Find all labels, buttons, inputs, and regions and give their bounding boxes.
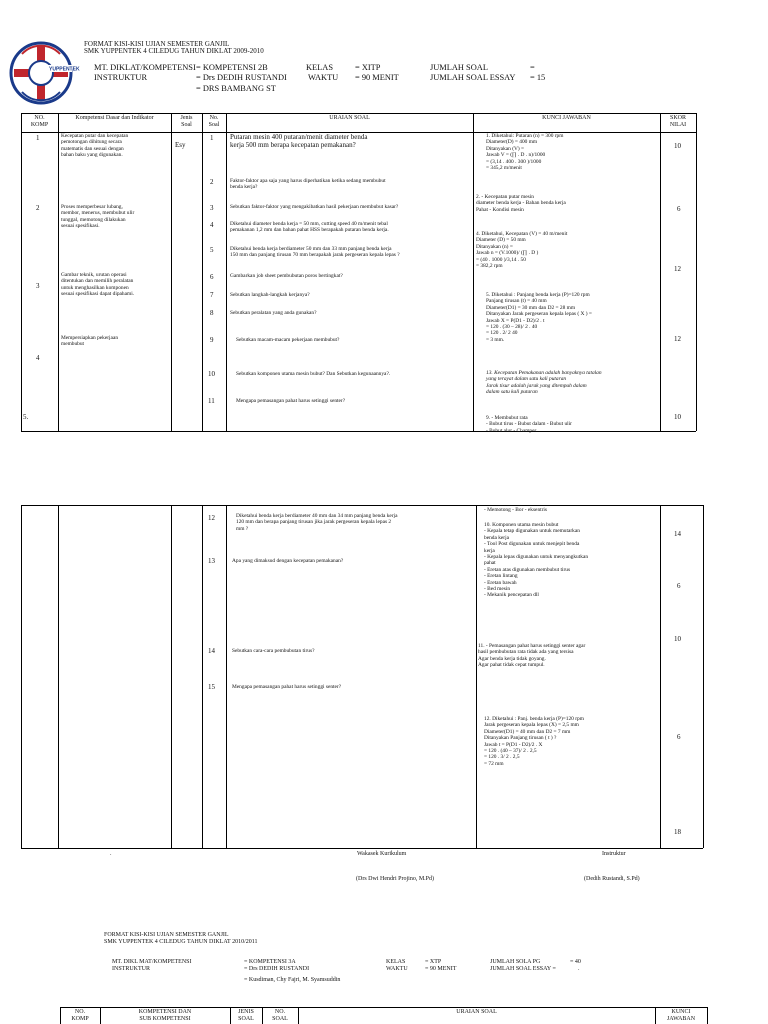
soal-5: Diketahui benda kerja berdiameter 50 mm dan 33 mm panjang benda kerja 150 mm dan panjang tirusan 70 mm berapakah jarak pergeseran kepala lepas ? <box>230 246 400 259</box>
komp-no-4: 4 <box>36 354 40 362</box>
soal-no-15: 15 <box>208 683 215 691</box>
school-title-2: SMK YUPPENTEK 4 CILEDUG TAHUN DIKLAT 2010/2011 <box>104 939 258 945</box>
kompetensi-1: Kecepatan putar dan kecepatan pemotongan dihitung secara matematis dan sesuai dengan bahan baku yang digunakan. <box>61 133 129 159</box>
instructor-label: INSTRUKTUR <box>94 73 148 82</box>
soal-2: Faktor-faktor apa saja yang harus diperhatikan ketika sedang membubut benda kerja? <box>230 178 386 191</box>
subject-label: MT. DIKLAT/KOMPETENSI <box>94 63 196 72</box>
soal-no-9: 9 <box>210 336 214 344</box>
instructor-label-2: INSTRUKTUR <box>112 966 151 972</box>
col-no-komp: NO. KOMP <box>30 115 49 128</box>
soal-no-11: 11 <box>208 397 215 405</box>
instruktur-title: Instruktur <box>602 851 626 857</box>
kunci-1: 1. Diketahui: Putaran (n) = 300 rpm Diameter(D) = 400 mm Ditanyakan (V) = Jawab V = (∏ . D . n)/1000 = (3,14 . 400 . 300 )/1000 = 345,2 m/menit <box>486 133 564 172</box>
soal-10: Sebutkan komponen utama mesin bubut? Dan Sebutkan kegunaannya?. <box>236 371 391 377</box>
komp-no-1: 1 <box>36 134 40 142</box>
soal-7: Sebutkan langkah-langkah kerjanya? <box>230 292 310 298</box>
skor-9: 6 <box>677 733 681 741</box>
col-skor: SKOR NILAI <box>669 115 687 128</box>
skor-6: 14 <box>674 530 681 538</box>
skor-2: 6 <box>677 205 681 213</box>
skor-7: 6 <box>677 582 681 590</box>
wakasek-name: (Drs Dwi Hendri Projino, M.Pd) <box>356 876 434 882</box>
essay-count-value-2: . <box>578 966 580 972</box>
school-title: SMK YUPPENTEK 4 CILEDUG TAHUN DIKLAT 2009-2010 <box>84 47 264 55</box>
p3-col-no: NO. KOMP <box>71 1009 89 1022</box>
kompetensi-4: Mempersiapkan pekerjaan membubut <box>61 335 119 348</box>
school-logo <box>8 40 80 106</box>
wakasek-title: Wakasek Kurikulum <box>357 851 407 857</box>
kunci-top: - Memotong - Bor - eksentris <box>484 507 548 513</box>
time-value-2: = 90 MENIT <box>425 966 457 972</box>
soal-3: Sebutkan faktor-faktor yang mengakibatkan hasil pekerjaan membubut kasar? <box>230 204 399 210</box>
logo-text: YUPPENTEK <box>49 66 80 73</box>
essay-count-label-2: JUMLAH SOAL ESSAY = <box>490 966 556 972</box>
soal-13: Apa yang dimaksud dengan kecepatan pemakanan? <box>232 558 344 564</box>
skor-8: 10 <box>674 635 681 643</box>
time-label-2: WAKTU <box>386 966 408 972</box>
subject-label-2: MT. DIKL MAT/KOMPETENSI <box>112 959 192 965</box>
p3-col-kunci: KUNCI JAWABAN <box>666 1009 696 1022</box>
soal-no-10: 10 <box>208 370 215 378</box>
soal-11: Mengapa pemasangan pahat harus setinggi senter? <box>236 398 346 404</box>
soal-no-1: 1 <box>210 134 214 142</box>
kunci-9: 9. - Membubut rata - Bubut tirus - Bubut dalam - Bubut ulir - Bubut alur - Champer <box>486 415 572 434</box>
question-count-label: JUMLAH SOAL <box>430 63 488 72</box>
subject-value: = KOMPETENSI 2B <box>196 63 268 72</box>
class-label-2: KELAS <box>386 959 406 965</box>
soal-1: Putaran mesin 400 putaran/menit diameter benda kerja 500 mm berapa kecepatan pemakanan? <box>230 133 368 149</box>
skor-4: 12 <box>674 335 681 343</box>
soal-14: Sebutkan cara-cara pembubutan tirus? <box>232 648 315 654</box>
soal-8: Sebutkan peralatan yang anda gunakan? <box>230 310 317 316</box>
komp-no-3: 3 <box>36 282 40 290</box>
soal-no-4: 4 <box>210 221 214 229</box>
jenis-soal: Esy <box>175 141 186 149</box>
soal-6: Gambarkan job sheet pembubutan poros bertingkat? <box>230 273 343 279</box>
col-kompetensi: Kompetensi Dasar dan Indikator <box>75 115 154 121</box>
kunci-11: 11. - Pemasangan pahat harus setinggi senter agar hasil pembubutan rata tidak ada yang tersisa Agar benda kerja tidak goyang. Agar pahat tidak cepat tumpul. <box>478 643 586 669</box>
time-value: = 90 MENIT <box>355 73 399 82</box>
instructor-value-2: = Drs DEDIH RUSTANDI <box>244 966 310 972</box>
soal-no-8: 8 <box>210 309 214 317</box>
pg-count-value: = 40 <box>570 959 581 965</box>
class-value: = XITP <box>355 63 381 72</box>
question-count-value: = <box>530 63 535 72</box>
soal-no-5: 5 <box>210 246 214 254</box>
col-kunci: KUNCI JAWABAN <box>542 115 591 121</box>
p3-col-no-soal: NO. SOAL <box>272 1009 288 1022</box>
soal-no-12: 12 <box>208 514 215 522</box>
kunci-2: 2. - Kecepatan putar mesin diameter benda kerja - Bahan benda kerja Pahat - Kondisi mesin <box>476 194 566 213</box>
col-no-soal: No. Soal <box>208 115 220 128</box>
skor-10: 18 <box>674 828 681 836</box>
soal-4: Diketahui diameter benda kerja = 50 mm, cutting speed 40 m/menit tebal pemakanan 1,2 mm dan bahan pahat HSS berapakah putaran benda kerja. <box>230 221 389 234</box>
soal-12: Diketahui benda kerja berdiameter 40 mm dan 34 mm panjang benda kerja 120 mm dan berapa panjang tirusan jika jarak pergeseran kepala lepas 2 mm ? <box>236 513 398 532</box>
p3-col-uraian: URAIAN SOAL <box>456 1009 497 1015</box>
class-value-2: = XTP <box>425 959 442 965</box>
kunci-13: 13. Kecepatan Pemakanan adalah banyaknya tatalan yang terayat dalam satu kali putaran Jarak tisur adalah jarak yang ditempuh dalam dalam satu kali putaran <box>486 370 602 396</box>
form-title: FORMAT KISI-KISI UJIAN SEMESTER GANJIL <box>84 40 230 48</box>
skor-1: 10 <box>674 142 681 150</box>
komp-no-2: 2 <box>36 204 40 212</box>
essay-count-label: JUMLAH SOAL ESSAY <box>430 73 516 82</box>
instructor2-value-2: = Kusdiman, Chy Fajri, M. Syamsuddin <box>244 977 341 983</box>
kunci-4: 4. Diketahui, Kecepatan (V) = 40 m/menit Diameter (D) = 50 mm Ditanyakan (n) = Jawab n = (V.1000)/ (∏ . D ) = (40 . 1000 )/3,14 . 50 = 382,2 rpm <box>476 231 568 270</box>
kunci-10: 10. Komponen utama mesin bubut - Kepala tetap digunakan untuk memutarkan benda kerja - Tool Post digunakan untuk menjepit benda kerja - Kepala lepas digunakan untuk menyangkutkan pahat - Eretan atas digunakan membubut tirus - Eretan lintang - Eretan bawah - Bed mesin - Mekanik pencepatan dll <box>484 522 589 599</box>
soal-no-2: 2 <box>210 178 214 186</box>
form-title-2: FORMAT KISI-KISI UJIAN SEMESTER GANJIL <box>104 932 229 938</box>
pg-count-label: JUMLAH SOLA PG <box>490 959 541 965</box>
instruktur-name: (Dedih Rustandi, S.Pd) <box>584 876 640 882</box>
soal-no-6: 6 <box>210 273 214 281</box>
soal-no-13: 13 <box>208 557 215 565</box>
col-jenis: Jenis Soal <box>180 115 193 128</box>
class-label: KELAS <box>306 63 333 72</box>
essay-count-value: = 15 <box>530 73 546 82</box>
p3-col-komp: KOMPETENSI DAN SUB KOMPETENSI <box>138 1009 192 1022</box>
p3-col-jenis: JENIS SOAL <box>238 1009 254 1022</box>
komp-no-5: 5. <box>23 413 29 421</box>
soal-no-14: 14 <box>208 647 215 655</box>
kunci-5: 5. Diketahui : Panjang benda kerja (P)=120 rpm Panjang tirusan (t) = 40 mm Diameter(D1) = 30 mm dan D2 = 28 mm Ditanyakan Jarak pergeseran kepala lepas ( X ) = Jawab X = P(D1 - D2)/2 . t = 120 . (30 – 28)/ 2 . 40 = 120 . 2/ 2 40 = 3 mm. <box>486 292 592 343</box>
col-uraian: URAIAN SOAL <box>329 115 370 121</box>
skor-3: 12 <box>674 265 681 273</box>
kompetensi-3: Gambar teknik, urutan operasi ditentukan dan memilih peralatan untuk menghasilkan komponen sesuai spesifikasi dapat dipahami. <box>61 272 135 298</box>
kompetensi-2: Proses memperbesar lubang, membor, menerus, membubut ulir tunggal, memotong dilakukan sesuai spesifikasi. <box>61 204 135 230</box>
kunci-12: 12. Diketahui : Panj. benda kerja (P)=120 rpm Jarak pergeseran kepala lepas (X) = 2,5 mm Diameter(D1) = 40 mm dan D2 = 7 mm Ditanyakan Panjang tirusan ( t ) ? Jawab t = P(D1 - D2)/2 . X = 120 . (40 – 37)/ 2 . 2,5 = 120 . 3/ 2 . 2,5 = 72 mm <box>484 716 584 767</box>
subject-value-2: = KOMPETENSI 3A <box>244 959 296 965</box>
instructor-value: = Drs DEDIH RUSTANDI <box>196 73 287 82</box>
instructor2-value: = DRS BAMBANG ST <box>196 84 276 93</box>
soal-9: Sebutkan macam-macam pekerjaan membubut? <box>236 337 340 343</box>
soal-15: Mengapa pemasangan pahat harus setinggi senter? <box>232 684 342 690</box>
soal-no-3: 3 <box>210 204 214 212</box>
soal-no-7: 7 <box>210 291 214 299</box>
time-label: WAKTU <box>308 73 339 82</box>
skor-5: 10 <box>674 413 681 421</box>
page2-dot: . <box>110 851 112 857</box>
